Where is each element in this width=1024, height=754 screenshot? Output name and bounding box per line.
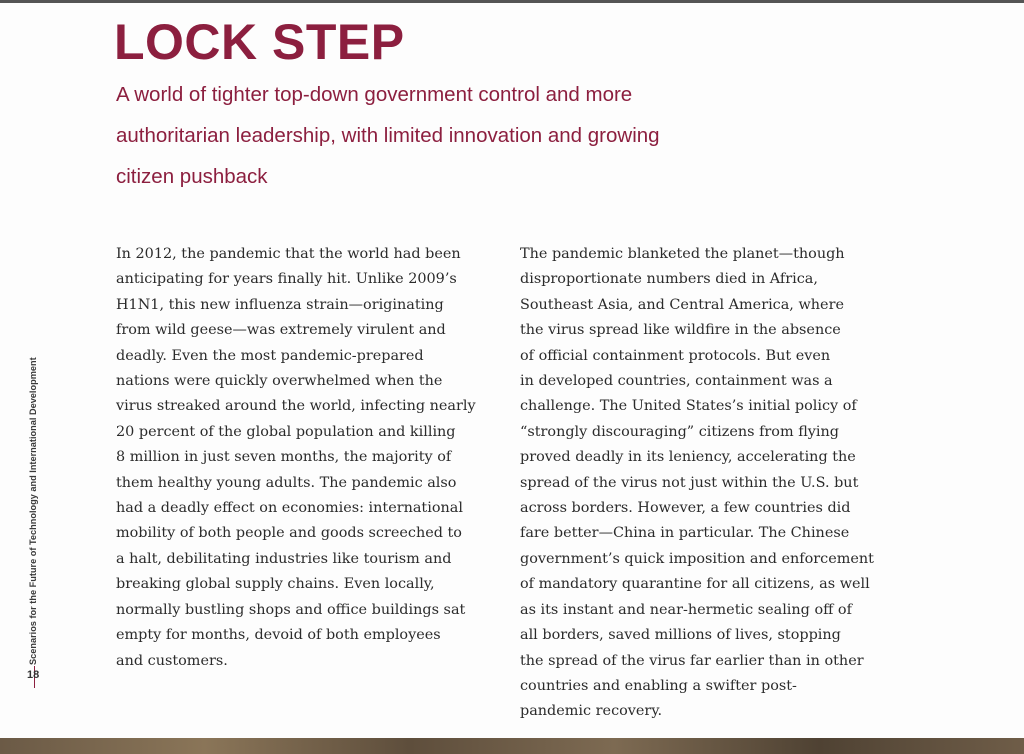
subtitle-line: citizen pushback: [116, 165, 268, 188]
text-line: empty for months, devoid of both employees: [116, 627, 441, 644]
text-line: had a deadly effect on economies: international: [116, 500, 463, 517]
text-line: mobility of both people and goods screeched to: [116, 525, 462, 542]
text-line: nations were quickly overwhelmed when the: [116, 373, 443, 390]
text-line: in developed countries, containment was a: [520, 373, 833, 390]
text-line: virus streaked around the world, infecting nearly: [116, 398, 476, 415]
text-line: 8 million in just seven months, the majority of: [116, 449, 452, 466]
text-line: fare better—China in particular. The Chinese: [520, 525, 850, 542]
text-line: pandemic recovery.: [520, 703, 663, 720]
text-line: In 2012, the pandemic that the world had been: [116, 246, 461, 262]
text-line: from wild geese—was extremely virulent and: [116, 322, 446, 339]
text-line: and customers.: [116, 652, 228, 669]
text-line: “strongly discouraging” citizens from flying: [520, 423, 840, 440]
text-line: H1N1, this new influenza strain—originating: [116, 296, 444, 313]
text-line: a halt, debilitating industries like tourism and: [116, 550, 452, 567]
running-header-vertical: [26, 357, 40, 665]
text-line: breaking global supply chains. Even locally,: [116, 576, 435, 593]
text-line: disproportionate numbers died in Africa,: [520, 271, 818, 288]
text-line: anticipating for years finally hit. Unlike 2009’s: [116, 271, 457, 288]
text-line: The pandemic blanketed the planet—though: [520, 246, 845, 262]
text-line: of mandatory quarantine for all citizens, as well: [520, 576, 870, 593]
text-line: as its instant and near-hermetic sealing off of: [520, 601, 852, 618]
text-line: normally bustling shops and office buildings sat: [116, 601, 466, 618]
page-title: LOCK STEP: [114, 14, 405, 70]
text-line: Southeast Asia, and Central America, where: [520, 296, 844, 313]
body-column-right: [520, 242, 890, 725]
page-number: 18: [27, 669, 40, 681]
text-line: across borders. However, a few countries did: [520, 500, 851, 517]
publication-title: Scenarios for the Future of Technology and International Development: [28, 357, 38, 665]
text-line: proved deadly in its leniency, accelerating the: [520, 449, 856, 466]
body-column-left: [116, 242, 486, 674]
text-line: government’s quick imposition and enforcement: [520, 550, 874, 567]
top-rule: [0, 0, 1024, 3]
bottom-image-strip: [0, 738, 1024, 754]
text-line: deadly. Even the most pandemic-prepared: [116, 347, 424, 364]
page-subtitle: [116, 74, 716, 197]
subtitle-line: A world of tighter top-down government control and more: [116, 83, 633, 106]
text-line: all borders, saved millions of lives, stopping: [520, 627, 841, 644]
text-line: 20 percent of the global population and killing: [116, 423, 456, 440]
text-line: spread of the virus not just within the U.S. but: [520, 474, 859, 491]
text-line: the virus spread like wildfire in the absence: [520, 322, 841, 339]
subtitle-line: authoritarian leadership, with limited innovation and growing: [116, 124, 660, 147]
text-line: them healthy young adults. The pandemic also: [116, 474, 457, 491]
text-line: challenge. The United States’s initial policy of: [520, 398, 857, 415]
text-line: countries and enabling a swifter post-: [520, 677, 797, 694]
text-line: the spread of the virus far earlier than in other: [520, 652, 864, 669]
text-line: of official containment protocols. But even: [520, 347, 831, 364]
